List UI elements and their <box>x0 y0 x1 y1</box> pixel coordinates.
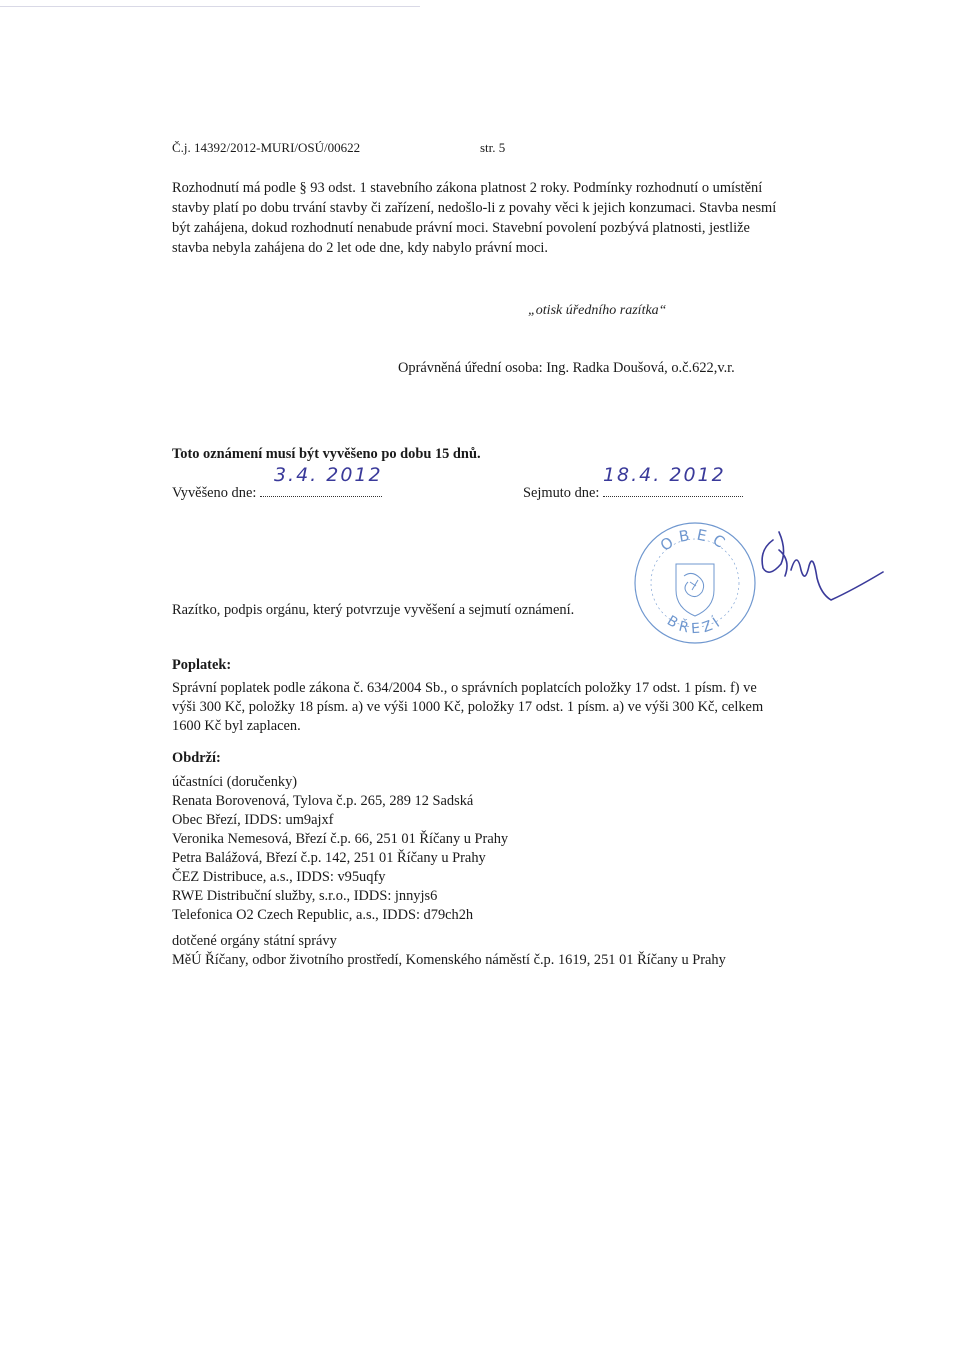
coat-of-arms-icon <box>676 564 714 616</box>
stamp-top-text: OBEC <box>657 525 734 555</box>
authorities-list <box>172 932 726 970</box>
fee-paragraph <box>172 679 820 736</box>
list-item: Renata Borovenová, Tylova č.p. 265, 289 12 Sadská <box>172 793 474 809</box>
list-item: ČEZ Distribuce, a.s., IDDS: v95uqfy <box>172 869 386 885</box>
removed-label: Sejmuto dne: <box>523 485 600 501</box>
scan-edge-line <box>0 6 420 7</box>
list-item: Telefonica O2 Czech Republic, a.s., IDDS: d79ch2h <box>172 907 474 923</box>
paragraph-line: stavby platí po dobu trvání stavby či zařízení, nedošlo-li z povahy věci k jejich konzumaci. Stavba nesmí <box>172 200 777 216</box>
stamp-confirmation-text: Razítko, podpis orgánu, který potvrzuje vyvěšení a sejmutí oznámení. <box>172 602 575 618</box>
removed-date-field <box>602 464 743 497</box>
paragraph-line: být zahájena, dokud rozhodnutí nenabude právní moci. Stavební povolení pozbývá platnosti, jestliže <box>172 220 750 236</box>
removed-date-row <box>523 464 743 502</box>
stamp-bottom-text: BŘEZÍ <box>664 612 726 638</box>
authorities-subheading: dotčené orgány státní správy <box>172 933 337 949</box>
stamp-placeholder-note: „otisk úředního razítka“ <box>528 303 667 318</box>
recipients-heading: Obdrží: <box>172 750 221 766</box>
fee-line: výši 300 Kč, položky 18 písm. a) ve výši 1000 Kč, položky 17 odst. 1 písm. a) ve výši 300 Kč, celkem <box>172 699 764 715</box>
paragraph-line: Rozhodnutí má podle § 93 odst. 1 stavebního zákona platnost 2 roky. Podmínky rozhodnutí o umístění <box>172 180 763 196</box>
reference-number: Č.j. 14392/2012-MURI/OSÚ/00622 <box>172 140 361 155</box>
validity-paragraph <box>172 178 840 258</box>
handwritten-signature <box>735 520 885 610</box>
fee-line: Správní poplatek podle zákona č. 634/2004 Sb., o správních poplatcích položky 17 odst. 1 písm. f) ve <box>172 680 757 696</box>
posted-date-row <box>172 464 383 502</box>
list-item: MěÚ Říčany, odbor životního prostředí, Komenského náměstí č.p. 1619, 251 01 Říčany u Prahy <box>172 952 726 968</box>
removed-date-handwritten: 18.4. 2012 <box>602 464 726 486</box>
participants-list <box>172 773 508 925</box>
page-number: str. 5 <box>480 140 506 155</box>
list-item: Veronika Nemesová, Březí č.p. 66, 251 01 Říčany u Prahy <box>172 831 509 847</box>
participants-subheading: účastníci (doručenky) <box>172 774 298 790</box>
posted-date-handwritten: 3.4. 2012 <box>273 464 383 486</box>
list-item: RWE Distribuční služby, s.r.o., IDDS: jnnyjs6 <box>172 888 438 904</box>
posted-date-field <box>260 464 383 497</box>
list-item: Petra Balážová, Březí č.p. 142, 251 01 Říčany u Prahy <box>172 850 486 866</box>
posting-notice: Toto oznámení musí být vyvěšeno po dobu 15 dnů. <box>172 446 481 462</box>
list-item: Obec Březí, IDDS: um9ajxf <box>172 812 334 828</box>
fee-line: 1600 Kč byl zaplacen. <box>172 718 301 734</box>
paragraph-line: stavba nebyla zahájena do 2 let ode dne, kdy nabylo právní moci. <box>172 240 549 256</box>
authorized-official: Oprávněná úřední osoba: Ing. Radka Doušová, o.č.622,v.r. <box>398 360 735 376</box>
fee-heading: Poplatek: <box>172 657 232 673</box>
posted-label: Vyvěšeno dne: <box>172 485 257 501</box>
